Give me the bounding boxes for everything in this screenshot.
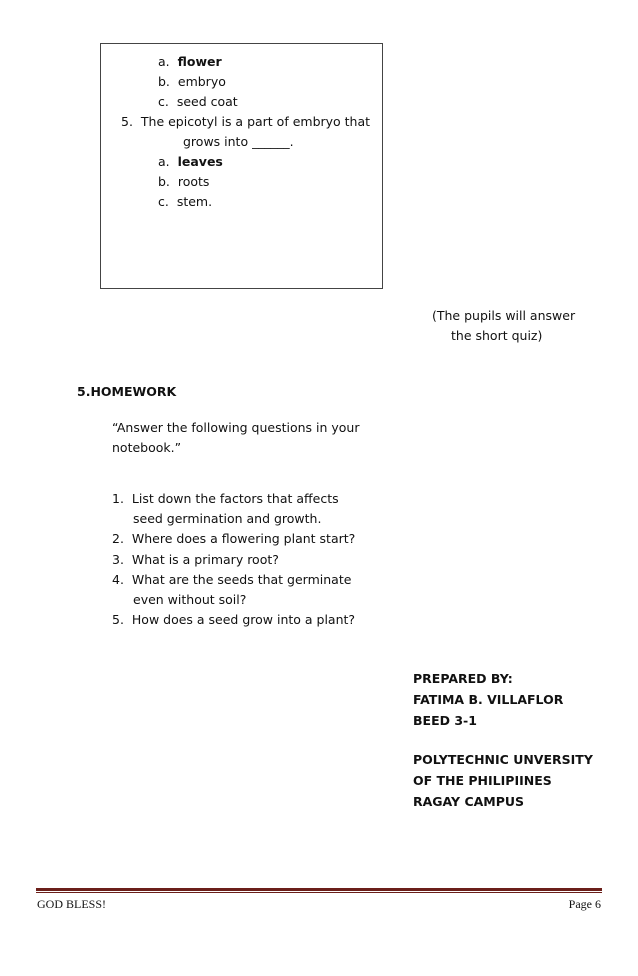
homework-question-3: 3. What is a primary root? bbox=[112, 552, 279, 567]
q4-option-b: b. embryo bbox=[158, 74, 226, 89]
homework-heading: 5.HOMEWORK bbox=[77, 384, 177, 399]
school-name-line1: POLYTECHNIC UNVERSITY bbox=[413, 752, 593, 767]
correct-answer: leaves bbox=[177, 154, 223, 169]
pupils-response-line2: the short quiz) bbox=[451, 328, 543, 343]
prepared-by-label: PREPARED BY: bbox=[413, 671, 513, 686]
q5-option-a: a. leaves bbox=[158, 154, 223, 169]
footer-rule-thin bbox=[36, 892, 602, 893]
author-section: BEED 3-1 bbox=[413, 713, 477, 728]
q5-question-line2: grows into ______. bbox=[183, 134, 294, 149]
homework-question-5: 5. How does a seed grow into a plant? bbox=[112, 612, 356, 627]
page-number: Page 6 bbox=[568, 897, 601, 911]
school-campus: RAGAY CAMPUS bbox=[413, 794, 525, 809]
q5-option-b: b. roots bbox=[158, 174, 210, 189]
q4-option-a: a. flower bbox=[158, 54, 222, 69]
homework-question-1-line2: seed germination and growth. bbox=[133, 511, 322, 526]
q5-question: 5. The epicotyl is a part of embryo that bbox=[121, 114, 371, 129]
homework-instruction-line2: notebook.” bbox=[112, 440, 182, 455]
school-name-line2: OF THE PHILIPIINES bbox=[413, 773, 552, 788]
footer-rule-thick bbox=[36, 888, 602, 891]
homework-question-4-line2: even without soil? bbox=[133, 592, 247, 607]
q5-option-c: c. stem. bbox=[158, 194, 213, 209]
quiz-box bbox=[100, 43, 383, 289]
homework-question-1: 1. List down the factors that affects bbox=[112, 491, 339, 506]
correct-answer: flower bbox=[177, 54, 222, 69]
q4-option-c: c. seed coat bbox=[158, 94, 238, 109]
pupils-response-line1: (The pupils will answer bbox=[432, 308, 576, 323]
homework-instruction-line1: “Answer the following questions in your bbox=[112, 420, 360, 435]
homework-question-2: 2. Where does a flowering plant start? bbox=[112, 531, 356, 546]
homework-question-4: 4. What are the seeds that germinate bbox=[112, 572, 352, 587]
footer-left-text: GOD BLESS! bbox=[37, 897, 107, 911]
author-name: FATIMA B. VILLAFLOR bbox=[413, 692, 564, 707]
